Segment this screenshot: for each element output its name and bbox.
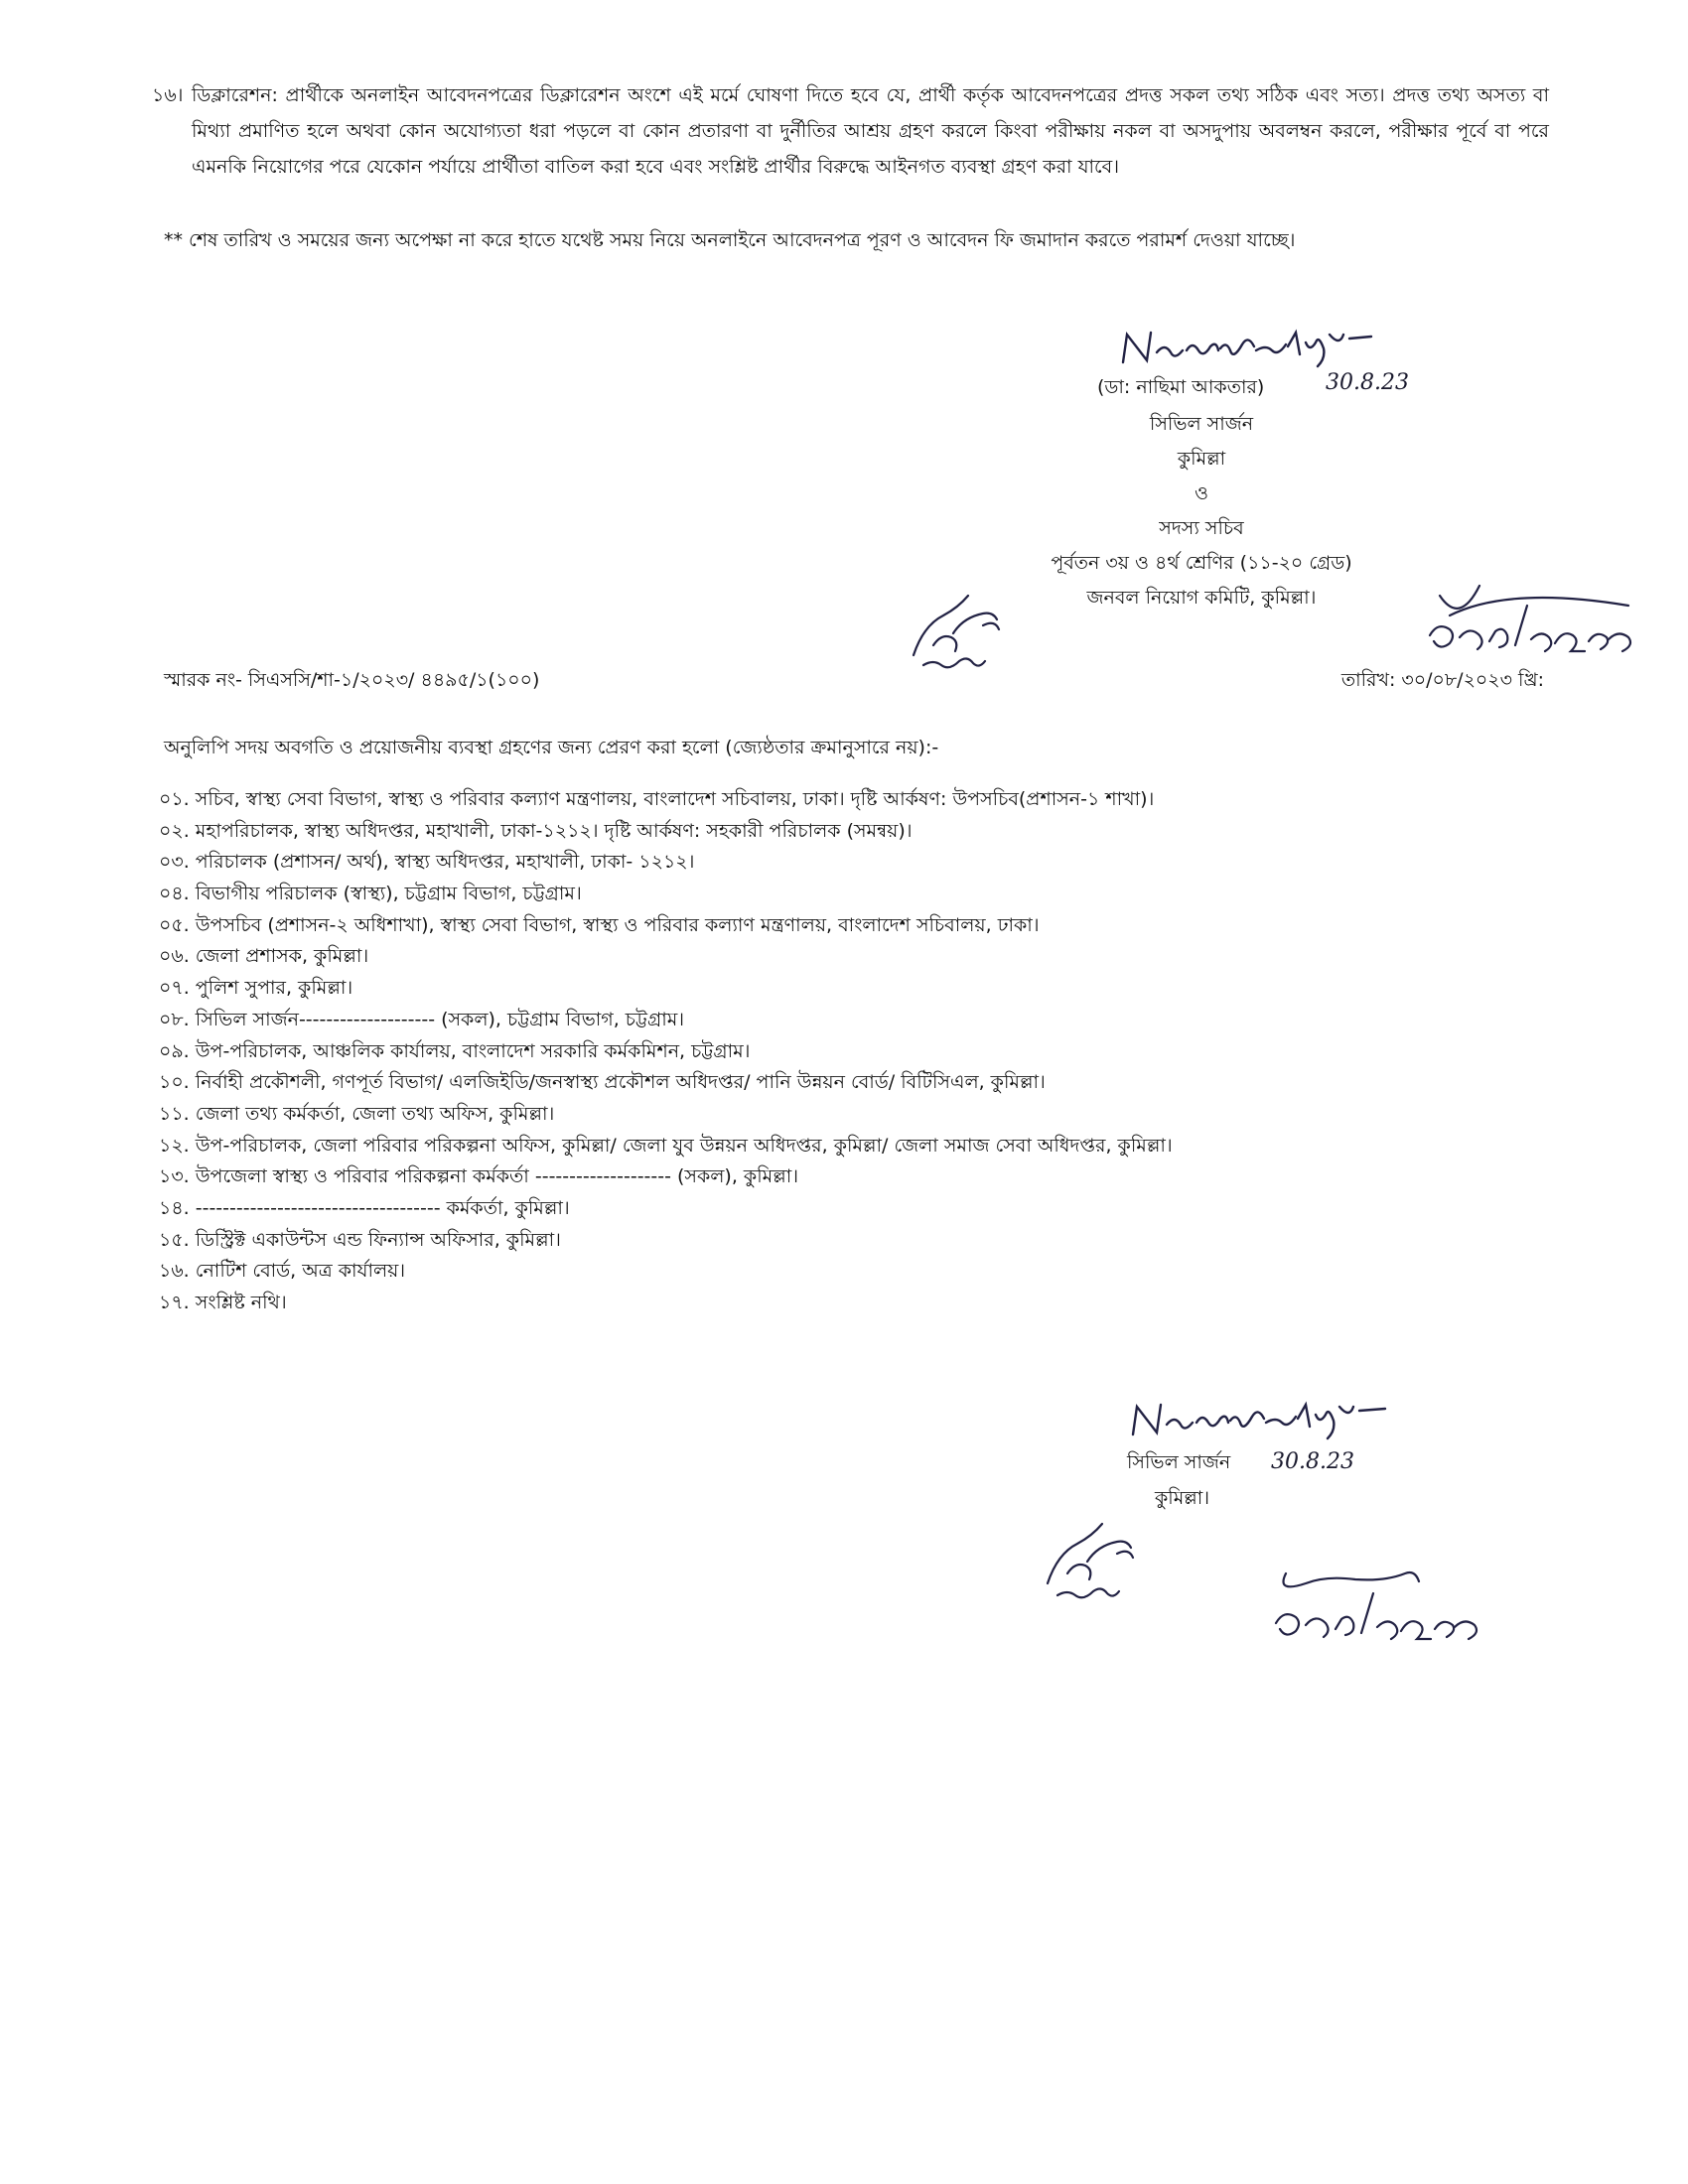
initial-mark-2 xyxy=(1028,1504,1177,1603)
cc-list-item: ১২. উপ-পরিচালক, জেলা পরিবার পরিকল্পনা অফিস, কুমিল্লা/ জেলা যুব উন্নয়ন অধিদপ্তর, কুমিল্লা/ জেলা সমাজ সেবা অধিদপ্তর, কুমিল্লা। xyxy=(159,1134,1173,1157)
date-mark-2 xyxy=(1256,1544,1494,1653)
cc-list-item: ০৬. জেলা প্রশাসক, কুমিল্লা। xyxy=(159,945,369,968)
cc-list-item: ১৭. সংশ্লিষ্ট নথি। xyxy=(159,1292,287,1313)
signatory-2-location: কুমিল্লা। xyxy=(1155,1487,1210,1509)
signatory-titles xyxy=(983,407,1420,615)
signature-2 xyxy=(1127,1395,1425,1449)
cc-list-item: ১০. নির্বাহী প্রকৌশলী, গণপূর্ত বিভাগ/ এলজিইডি/জনস্বাস্থ্য প্রকৌশল অধিদপ্তর/ পানি উন্নয়ন বোর্ড/ বিটিসিএল, কুমিল্লা। xyxy=(159,1071,1046,1094)
memo-date: তারিখ: ৩০/০৮/২০২৩ খ্রি: xyxy=(1340,669,1544,691)
cc-list-item: ০২. মহাপরিচালক, স্বাস্থ্য অধিদপ্তর, মহাখালী, ঢাকা-১২১২। দৃষ্টি আর্কষণ: সহকারী পরিচালক (সমন্বয়)। xyxy=(159,819,913,842)
cc-list-item: ০৫. উপসচিব (প্রশাসন-২ অধিশাখা), স্বাস্থ্য সেবা বিভাগ, স্বাস্থ্য ও পরিবার কল্যাণ মন্ত্রণালয়, বাংলাদেশ সচিবালয়, ঢাকা। xyxy=(159,913,1040,936)
declaration-paragraph xyxy=(152,77,1549,185)
note-block xyxy=(164,222,1554,258)
signatory-designation: সিভিল সার্জন xyxy=(1149,413,1254,435)
cc-list-item: ১৪. ------------------------------------ কর্মকর্তা, কুমিল্লা। xyxy=(159,1196,570,1219)
cc-list-item: ১১. জেলা তথ্য কর্মকর্তা, জেলা তথ্য অফিস, কুমিল্লা। xyxy=(159,1102,555,1125)
signatory-role: সদস্য সচিব xyxy=(1159,517,1244,539)
memo-number: স্মারক নং- সিএসসি/শা-১/২০২৩/ ৪৪৯৫/১(১০০) xyxy=(164,669,540,691)
note-text: ** শেষ তারিখ ও সময়ের জন্য অপেক্ষা না করে হাতে যথেষ্ট সময় নিয়ে অনলাইনে আবেদনপত্র পূরণ ও আবেদন ফি জমাদান করতে পরামর্শ দেওয়া যাচ্ছে। xyxy=(164,229,1296,251)
cc-list xyxy=(159,784,1569,1319)
declaration-number: ১৬। xyxy=(152,84,184,106)
signatory-2-handwritten-date: 30.8.23 xyxy=(1271,1449,1354,1474)
signatory-conjunction: ও xyxy=(1195,482,1208,504)
cc-list-item: ০১. সচিব, স্বাস্থ্য সেবা বিভাগ, স্বাস্থ্য ও পরিবার কল্যাণ মন্ত্রণালয়, বাংলাদেশ সচিবালয়, ঢাকা। দৃষ্টি আর্কষণ: উপসচিব(প্রশাসন-১ শাখা)। xyxy=(159,788,1155,810)
signatory-2-designation: সিভিল সার্জন xyxy=(1127,1451,1231,1473)
signatory-name: (ডা: নাছিমা আকতার) xyxy=(1097,376,1265,398)
signature-handwritten-date: 30.8.23 xyxy=(1326,370,1409,395)
cc-list-item: ০৩. পরিচালক (প্রশাসন/ অর্থ), স্বাস্থ্য অধিদপ্তর, মহাখালী, ঢাকা- ১২১২। xyxy=(159,851,695,874)
cc-list-item: ১৫. ডিস্ট্রিক্ট একাউন্টস এন্ড ফিন্যান্স অফিসার, কুমিল্লা। xyxy=(159,1228,561,1251)
cc-list-item: ১৬. নোটিশ বোর্ড, অত্র কার্যালয়। xyxy=(159,1260,406,1283)
cc-list-item: ০৪. বিভাগীয় পরিচালক (স্বাস্থ্য), চট্টগ্রাম বিভাগ, চট্টগ্রাম। xyxy=(159,883,582,905)
cc-list-item: ০৮. সিভিল সার্জন-------------------- (সকল), চট্টগ্রাম বিভাগ, চট্টগ্রাম। xyxy=(159,1008,685,1030)
initial-mark-1 xyxy=(894,586,1033,675)
signatory-block xyxy=(1003,370,1321,405)
cc-list-item: ১৩. উপজেলা স্বাস্থ্য ও পরিবার পরিকল্পনা কর্মকর্তা -------------------- (সকল), কুমিল্লা। xyxy=(159,1165,799,1188)
signature-1 xyxy=(1117,323,1415,377)
cc-intro: অনুলিপি সদয় অবগতি ও প্রয়োজনীয় ব্যবস্থা গ্রহণের জন্য প্রেরণ করা হলো (জ্যেষ্ঠতার ক্রমানুসারে নয়):- xyxy=(164,737,939,758)
signatory-location: কুমিল্লা xyxy=(1177,448,1226,470)
declaration-text: ডিক্লারেশন: প্রার্থীকে অনলাইন আবেদনপত্রের ডিক্লারেশন অংশে এই মর্মে ঘোষণা দিতে হবে যে, প্রার্থী কর্তৃক আবেদনপত্রের প্রদত্ত সকল তথ্য সঠিক এবং সত্য। প্রদত্ত তথ্য অসত্য বা মিথ্যা প্রমাণিত হলে অথবা কোন অযোগ্যতা ধরা পড়লে বা কোন প্রতারণা বা দুর্নীতির আশ্রয় গ্রহণ করলে কিংবা পরীক্ষায় নকল বা অসদুপায় অবলম্বন করলে, পরীক্ষার পূর্বে বা পরে এমনকি নিয়োগের পরে যেকোন পর্যায়ে প্রার্থীতা বাতিল করা হবে এবং সংশ্লিষ্ট প্রার্থীর বিরুদ্ধে আইনগত ব্যবস্থা গ্রহণ করা যাবে। xyxy=(192,84,1549,178)
date-mark-1 xyxy=(1410,576,1648,665)
committee-line-2: জনবল নিয়োগ কমিটি, কুমিল্লা। xyxy=(1086,587,1317,609)
cc-list-item: ০৯. উপ-পরিচালক, আঞ্চলিক কার্যালয়, বাংলাদেশ সরকারি কর্মকমিশন, চট্টগ্রাম। xyxy=(159,1039,751,1062)
cc-list-item: ০৭. পুলিশ সুপার, কুমিল্লা। xyxy=(159,977,353,1000)
committee-line-1: পূর্বতন ৩য় ও ৪র্থ শ্রেণির (১১-২০ গ্রেড) xyxy=(1051,552,1352,574)
